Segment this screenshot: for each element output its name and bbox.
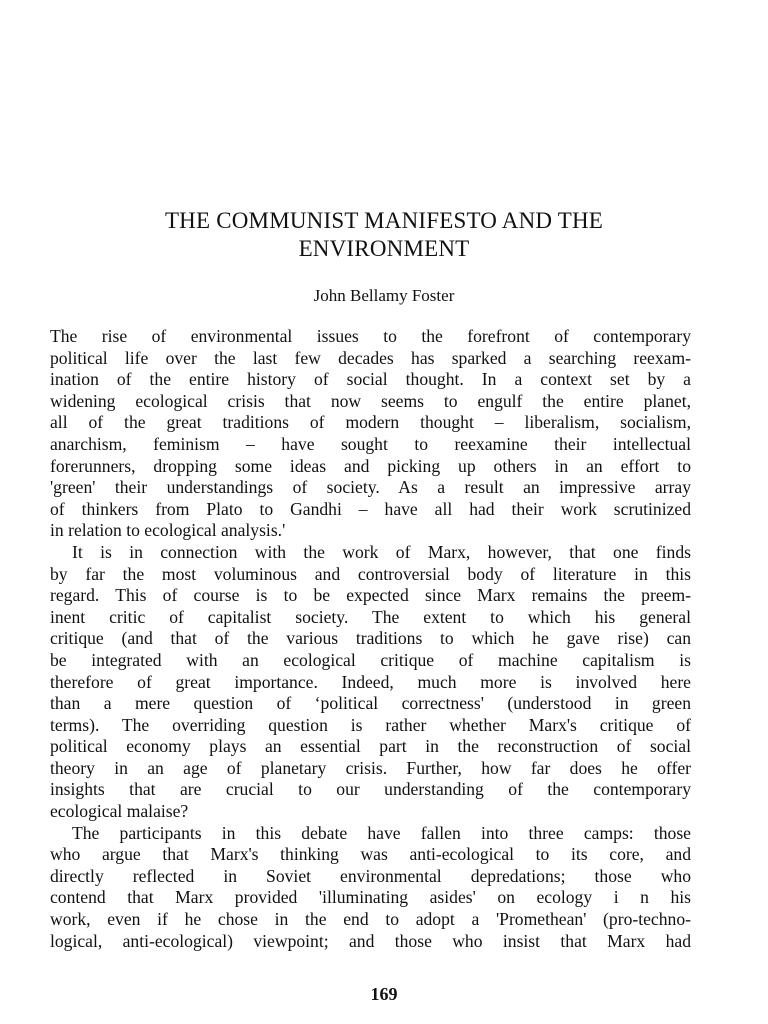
title-line-2: ENVIRONMENT xyxy=(298,236,470,261)
text-line: be integrated with an ecological critique of machine capitalism is xyxy=(50,649,691,670)
text-line: It is in connection with the work of Marx, however, that one finds xyxy=(72,541,691,562)
author-byline: John Bellamy Foster xyxy=(313,286,455,305)
text-line: logical, anti-ecological) viewpoint; and those who insist that Marx had xyxy=(50,930,691,951)
text-line: widening ecological crisis that now seems to engulf the entire planet, xyxy=(50,390,691,411)
text-line: The rise of environmental issues to the forefront of contemporary xyxy=(50,326,691,346)
text-line: directly reflected in Soviet environmental depredations; those who xyxy=(50,865,691,886)
text-line: regard. This of course is to be expected since Marx remains the preem- xyxy=(50,585,691,606)
text-line: theory in an age of planetary crisis. Further, how far does he offer xyxy=(50,757,691,778)
text-line: all of the great traditions of modern thought – liberalism, socialism, xyxy=(50,412,691,433)
text-line: in relation to ecological analysis.' xyxy=(50,520,286,541)
text-line: terms). The overriding question is rather whether Marx's critique of xyxy=(50,714,691,735)
article-body xyxy=(50,326,691,952)
text-line: political economy plays an essential part in the reconstruction of social xyxy=(50,736,691,757)
text-line: therefore of great importance. Indeed, much more is involved here xyxy=(50,671,691,692)
paragraph-1 xyxy=(50,326,691,542)
text-line: political life over the last few decades has sparked a searching reexam- xyxy=(50,347,691,368)
text-line: work, even if he chose in the end to adopt a 'Promethean' (pro-techno- xyxy=(50,909,691,930)
text-line: anarchism, feminism – have sought to reexamine their intellectual xyxy=(50,433,691,454)
article-title xyxy=(0,207,768,263)
text-line: The participants in this debate have fallen into three camps: those xyxy=(72,822,691,843)
text-line: 'green' their understandings of society. As a result an impressive array xyxy=(50,477,691,498)
text-line: insights that are crucial to our understanding of the contemporary xyxy=(50,779,691,800)
text-line: than a mere question of ‘political correctness' (understood in green xyxy=(50,693,691,714)
title-line-1: THE COMMUNIST MANIFESTO AND THE xyxy=(164,208,604,233)
text-line: ination of the entire history of social thought. In a context set by a xyxy=(50,369,691,390)
text-line: critique (and that of the various traditions to which he gave rise) can xyxy=(50,628,691,649)
text-line: ecological malaise? xyxy=(50,801,189,822)
text-line: inent critic of capitalist society. The extent to which his general xyxy=(50,606,691,627)
text-line: who argue that Marx's thinking was anti-ecological to its core, and xyxy=(50,844,691,865)
text-line: of thinkers from Plato to Gandhi – have all had their work scrutinized xyxy=(50,498,691,519)
text-line: forerunners, dropping some ideas and picking up others in an effort to xyxy=(50,455,691,476)
paragraph-3 xyxy=(50,823,691,953)
text-line: contend that Marx provided 'illuminating asides' on ecology i n his xyxy=(50,887,691,908)
paragraph-2 xyxy=(50,542,691,823)
page-number: 169 xyxy=(370,984,398,1004)
text-line: by far the most voluminous and controversial body of literature in this xyxy=(50,563,691,584)
